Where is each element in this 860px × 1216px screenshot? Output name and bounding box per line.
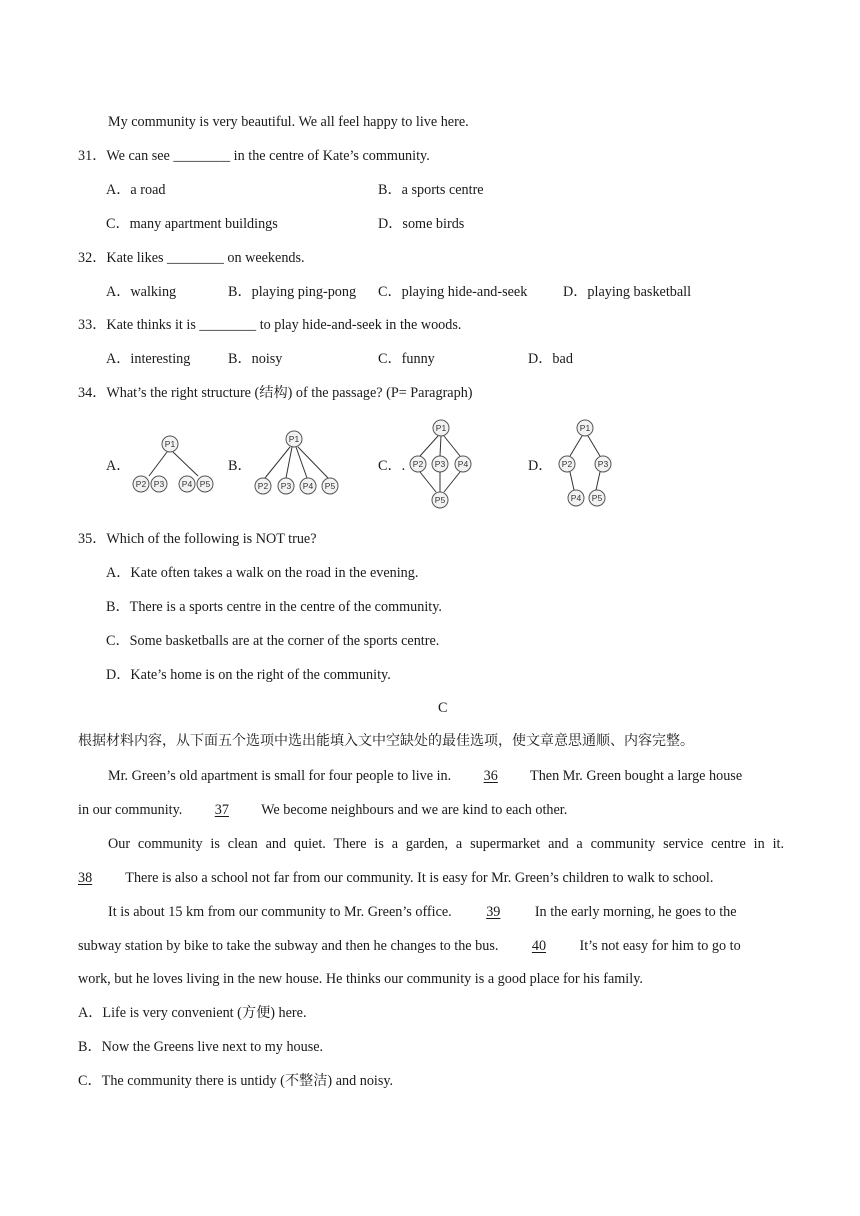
question-number: 33． xyxy=(78,317,107,333)
question-stem: What’s the right structure (结构) of the passage? (P= Paragraph) xyxy=(106,385,473,401)
option-35-c[interactable]: C．Some basketballs are at the corner of the sports centre. xyxy=(106,633,440,649)
option-33-b[interactable]: B．noisy xyxy=(228,351,283,367)
option-31-a[interactable]: A．a road xyxy=(106,182,166,198)
question-number: 35． xyxy=(78,531,107,547)
question-31 xyxy=(78,147,430,165)
option-32-a[interactable]: A．walking xyxy=(106,284,177,300)
option-35-d[interactable]: D．Kate’s home is on the right of the community. xyxy=(106,667,391,683)
node-label: P4 xyxy=(457,459,469,469)
option-34-a[interactable]: A． xyxy=(106,458,131,474)
node-label: P4 xyxy=(302,481,314,491)
passage-c-para3-line2 xyxy=(78,937,741,955)
node-label: P3 xyxy=(434,459,446,469)
node-label: P1 xyxy=(164,439,176,449)
node-label: P5 xyxy=(591,493,603,503)
option-33-a[interactable]: A．interesting xyxy=(106,351,191,367)
choice-c[interactable]: C．The community there is untidy (不整洁) and noisy. xyxy=(78,1073,394,1089)
question-stem: Kate likes ________ on weekends. xyxy=(106,250,305,266)
option-33-c[interactable]: C．funny xyxy=(378,351,435,367)
node-label: P5 xyxy=(434,495,446,505)
section-instruction: 根据材料内容，从下面五个选项中选出能填入文中空缺处的最佳选项，使文章意思通顺、内容完整。 xyxy=(78,734,694,749)
node-label: P2 xyxy=(561,459,573,469)
option-31-b[interactable]: B．a sports centre xyxy=(378,182,484,198)
passage-c-para2-line1: Our community is clean and quiet. There is a garden, a supermarket and a community service centre in it. xyxy=(108,836,784,852)
option-35-b[interactable]: B．There is a sports centre in the centre of the community. xyxy=(106,599,442,615)
question-34 xyxy=(78,384,473,402)
node-label: P2 xyxy=(135,479,147,489)
passage-c-para2-line2 xyxy=(78,869,713,887)
text: It is about 15 km from our community to Mr. Green’s office. xyxy=(108,904,452,920)
text: Then Mr. Green bought a large house xyxy=(530,768,743,784)
node-label: P1 xyxy=(288,434,300,444)
node-label: P1 xyxy=(579,423,591,433)
option-33-d[interactable]: D．bad xyxy=(528,351,573,367)
structure-diagram-a xyxy=(128,432,220,496)
option-31-c[interactable]: C．many apartment buildings xyxy=(106,216,278,232)
node-label: P2 xyxy=(412,459,424,469)
structure-diagram-c xyxy=(400,416,482,512)
option-32-b[interactable]: B．playing ping-pong xyxy=(228,284,357,300)
text: There is also a school not far from our community. It is easy for Mr. Green’s children to walk to school. xyxy=(125,870,714,886)
passage-c-para3-line3: work, but he loves living in the new house. He thinks our community is a good place for his family. xyxy=(78,971,643,987)
passage-c-para1-line1 xyxy=(108,767,742,785)
node-label: P4 xyxy=(181,479,193,489)
section-title: C xyxy=(438,700,448,716)
text: in our community. xyxy=(78,802,183,818)
question-stem: Which of the following is NOT true? xyxy=(106,531,317,547)
blank-39[interactable]: 39 xyxy=(486,904,501,920)
question-stem: We can see ________ in the centre of Kate’s community. xyxy=(106,148,430,164)
text: Mr. Green’s old apartment is small for four people to live in. xyxy=(108,768,452,784)
text: In the early morning, he goes to the xyxy=(534,904,737,920)
option-32-c[interactable]: C．playing hide-and-seek xyxy=(378,284,528,300)
question-33 xyxy=(78,316,461,334)
passage-closing-line: My community is very beautiful. We all feel happy to live here. xyxy=(108,114,469,130)
blank-38[interactable]: 38 xyxy=(78,870,93,886)
question-35 xyxy=(78,530,317,548)
node-label: P5 xyxy=(199,479,211,489)
node-label: P1 xyxy=(435,423,447,433)
choice-a[interactable]: A．Life is very convenient (方便) here. xyxy=(78,1005,307,1021)
text: subway station by bike to take the subway and then he changes to the bus. xyxy=(78,938,499,954)
structure-diagram-b xyxy=(250,426,342,498)
node-label: P3 xyxy=(597,459,609,469)
node-label: P4 xyxy=(570,493,582,503)
blank-37[interactable]: 37 xyxy=(214,802,229,818)
text: We become neighbours and we are kind to each other. xyxy=(261,802,568,818)
choice-b[interactable]: B．Now the Greens live next to my house. xyxy=(78,1039,324,1055)
node-label: P3 xyxy=(153,479,165,489)
blank-36[interactable]: 36 xyxy=(483,768,498,784)
text: It’s not easy for him to go to xyxy=(579,938,741,954)
option-32-d[interactable]: D．playing basketball xyxy=(563,284,692,300)
question-32 xyxy=(78,249,305,267)
question-number: 32． xyxy=(78,250,107,266)
option-35-a[interactable]: A．Kate often takes a walk on the road in the evening. xyxy=(106,565,419,581)
passage-c-para3-line1 xyxy=(108,903,737,921)
node-label: P3 xyxy=(280,481,292,491)
question-number: 31． xyxy=(78,148,107,164)
option-34-c[interactable]: C．. xyxy=(378,458,406,474)
option-34-d[interactable]: D． xyxy=(528,458,553,474)
node-label: P5 xyxy=(324,481,336,491)
question-stem: Kate thinks it is ________ to play hide-and-seek in the woods. xyxy=(106,317,462,333)
passage-c-para1-line2 xyxy=(78,801,567,819)
node-label: P2 xyxy=(257,481,269,491)
option-34-b[interactable]: B． xyxy=(228,458,252,474)
structure-diagram-d xyxy=(550,416,622,508)
option-31-d[interactable]: D．some birds xyxy=(378,216,465,232)
question-number: 34． xyxy=(78,385,107,401)
blank-40[interactable]: 40 xyxy=(531,938,547,954)
